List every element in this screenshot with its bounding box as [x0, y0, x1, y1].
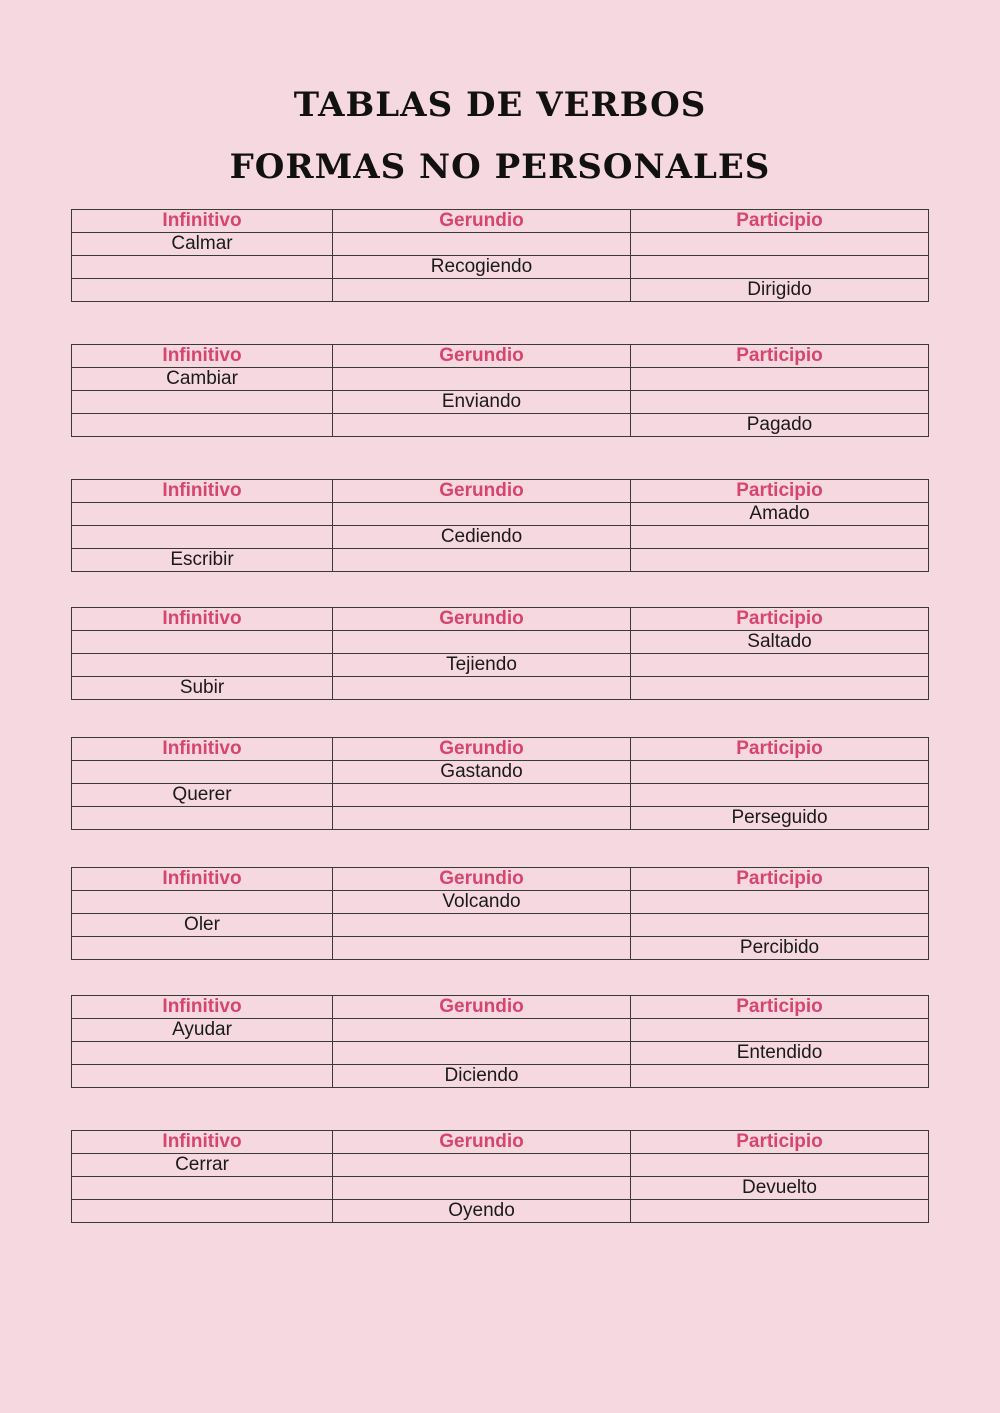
cell-infinitivo: Querer — [72, 784, 333, 807]
cell-gerundio — [333, 549, 631, 572]
cell-infinitivo — [72, 1200, 333, 1223]
cell-infinitivo — [72, 654, 333, 677]
cell-gerundio — [333, 1177, 631, 1200]
cell-participio: Percibido — [631, 937, 929, 960]
cell-infinitivo — [72, 1042, 333, 1065]
verb-table — [71, 479, 929, 572]
header-infinitivo: Infinitivo — [72, 868, 333, 891]
cell-participio — [631, 914, 929, 937]
verb-table — [71, 344, 929, 437]
table-row — [72, 784, 929, 807]
header-gerundio: Gerundio — [333, 345, 631, 368]
header-participio: Participio — [631, 608, 929, 631]
page-title: TABLAS DE VERBOS — [293, 85, 707, 125]
cell-participio — [631, 526, 929, 549]
cell-participio: Amado — [631, 503, 929, 526]
table-row — [72, 391, 929, 414]
cell-participio — [631, 1154, 929, 1177]
table-row — [72, 1019, 929, 1042]
table-row — [72, 654, 929, 677]
table-row — [72, 631, 929, 654]
table-row — [72, 1177, 929, 1200]
verb-table — [71, 867, 929, 960]
cell-gerundio — [333, 807, 631, 830]
cell-participio — [631, 1200, 929, 1223]
cell-infinitivo: Oler — [72, 914, 333, 937]
cell-infinitivo — [72, 631, 333, 654]
cell-gerundio — [333, 368, 631, 391]
verb-table — [71, 209, 929, 302]
verb-table — [71, 995, 929, 1088]
table-header-row — [72, 868, 929, 891]
table-row — [72, 914, 929, 937]
table-header-row — [72, 345, 929, 368]
header-infinitivo: Infinitivo — [72, 738, 333, 761]
verb-table — [71, 1130, 929, 1223]
header-participio: Participio — [631, 210, 929, 233]
cell-infinitivo — [72, 761, 333, 784]
header-infinitivo: Infinitivo — [72, 210, 333, 233]
header-infinitivo: Infinitivo — [72, 1131, 333, 1154]
table-row — [72, 1042, 929, 1065]
cell-participio — [631, 1065, 929, 1088]
cell-gerundio — [333, 233, 631, 256]
cell-infinitivo: Calmar — [72, 233, 333, 256]
table-row — [72, 1065, 929, 1088]
page-subtitle: FORMAS NO PERSONALES — [229, 147, 771, 187]
table-header-row — [72, 480, 929, 503]
cell-gerundio: Enviando — [333, 391, 631, 414]
table-row — [72, 414, 929, 437]
header-gerundio: Gerundio — [333, 480, 631, 503]
table-header-row — [72, 996, 929, 1019]
header-participio: Participio — [631, 868, 929, 891]
cell-participio — [631, 654, 929, 677]
header-gerundio: Gerundio — [333, 996, 631, 1019]
table-row — [72, 526, 929, 549]
cell-infinitivo — [72, 526, 333, 549]
table-header-row — [72, 738, 929, 761]
cell-participio: Saltado — [631, 631, 929, 654]
header-gerundio: Gerundio — [333, 738, 631, 761]
cell-gerundio: Recogiendo — [333, 256, 631, 279]
table-row — [72, 233, 929, 256]
cell-participio — [631, 677, 929, 700]
cell-gerundio: Tejiendo — [333, 654, 631, 677]
cell-infinitivo — [72, 1177, 333, 1200]
cell-participio — [631, 891, 929, 914]
cell-gerundio — [333, 1154, 631, 1177]
cell-infinitivo — [72, 503, 333, 526]
cell-infinitivo — [72, 391, 333, 414]
table-row — [72, 761, 929, 784]
cell-gerundio: Gastando — [333, 761, 631, 784]
table-row — [72, 503, 929, 526]
verb-table — [71, 737, 929, 830]
cell-gerundio — [333, 503, 631, 526]
cell-infinitivo: Cambiar — [72, 368, 333, 391]
header-gerundio: Gerundio — [333, 210, 631, 233]
cell-gerundio — [333, 914, 631, 937]
cell-participio — [631, 256, 929, 279]
cell-gerundio — [333, 937, 631, 960]
header-gerundio: Gerundio — [333, 1131, 631, 1154]
table-row — [72, 937, 929, 960]
cell-gerundio — [333, 677, 631, 700]
cell-infinitivo — [72, 807, 333, 830]
table-row — [72, 549, 929, 572]
cell-gerundio — [333, 1019, 631, 1042]
cell-infinitivo — [72, 279, 333, 302]
table-row — [72, 807, 929, 830]
header-infinitivo: Infinitivo — [72, 480, 333, 503]
cell-infinitivo: Escribir — [72, 549, 333, 572]
cell-gerundio: Volcando — [333, 891, 631, 914]
cell-participio: Perseguido — [631, 807, 929, 830]
cell-participio — [631, 1019, 929, 1042]
cell-participio — [631, 368, 929, 391]
table-row — [72, 677, 929, 700]
cell-infinitivo — [72, 891, 333, 914]
table-row — [72, 279, 929, 302]
cell-gerundio: Diciendo — [333, 1065, 631, 1088]
header-infinitivo: Infinitivo — [72, 608, 333, 631]
table-row — [72, 891, 929, 914]
cell-participio — [631, 784, 929, 807]
table-header-row — [72, 210, 929, 233]
table-row — [72, 256, 929, 279]
cell-infinitivo — [72, 414, 333, 437]
cell-participio: Devuelto — [631, 1177, 929, 1200]
header-participio: Participio — [631, 996, 929, 1019]
table-header-row — [72, 1131, 929, 1154]
cell-participio: Entendido — [631, 1042, 929, 1065]
table-row — [72, 1200, 929, 1223]
table-row — [72, 368, 929, 391]
cell-infinitivo — [72, 256, 333, 279]
cell-participio — [631, 549, 929, 572]
header-gerundio: Gerundio — [333, 868, 631, 891]
cell-infinitivo — [72, 937, 333, 960]
table-header-row — [72, 608, 929, 631]
cell-gerundio — [333, 631, 631, 654]
header-participio: Participio — [631, 345, 929, 368]
cell-participio: Dirigido — [631, 279, 929, 302]
cell-infinitivo: Subir — [72, 677, 333, 700]
header-participio: Participio — [631, 480, 929, 503]
cell-participio — [631, 391, 929, 414]
header-infinitivo: Infinitivo — [72, 345, 333, 368]
table-row — [72, 1154, 929, 1177]
cell-infinitivo: Ayudar — [72, 1019, 333, 1042]
cell-infinitivo: Cerrar — [72, 1154, 333, 1177]
header-participio: Participio — [631, 738, 929, 761]
cell-participio — [631, 761, 929, 784]
cell-gerundio: Cediendo — [333, 526, 631, 549]
cell-participio: Pagado — [631, 414, 929, 437]
cell-gerundio — [333, 414, 631, 437]
cell-gerundio: Oyendo — [333, 1200, 631, 1223]
header-gerundio: Gerundio — [333, 608, 631, 631]
cell-infinitivo — [72, 1065, 333, 1088]
cell-gerundio — [333, 1042, 631, 1065]
header-infinitivo: Infinitivo — [72, 996, 333, 1019]
cell-participio — [631, 233, 929, 256]
header-participio: Participio — [631, 1131, 929, 1154]
verb-table — [71, 607, 929, 700]
cell-gerundio — [333, 279, 631, 302]
cell-gerundio — [333, 784, 631, 807]
